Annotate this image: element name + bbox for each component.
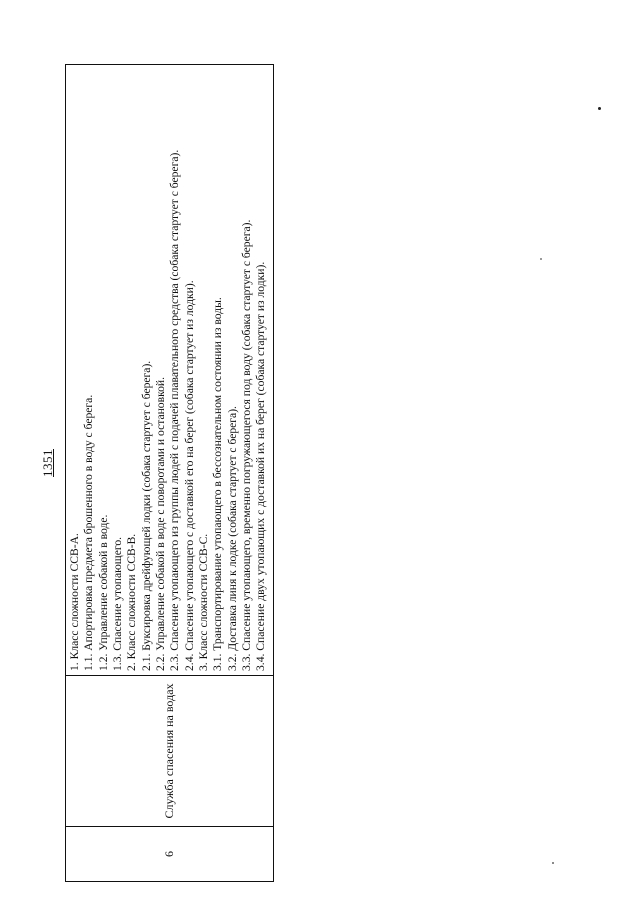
- list-item: 2.1. Буксировка дрейфующей лодки (собака стартует с берега).: [139, 360, 153, 671]
- list-item: 3.3. Спасение утопающего, временно погружающегося под воду (собака стартует с берега).: [240, 219, 254, 671]
- scan-speck: [598, 107, 601, 110]
- list-item: 1.1. Апортировка предмета брошенного в воду с берега.: [82, 394, 96, 671]
- row-number-cell: [66, 827, 274, 882]
- page-number: 1351: [40, 449, 55, 477]
- requirements-table: [65, 64, 274, 882]
- list-item: 2. Класс сложности ССВ-В.: [125, 533, 139, 671]
- list-item: 1. Класс сложности ССВ-А.: [68, 533, 81, 671]
- list-item: 2.4. Спасение утопающего с доставкой его на берег (собака стартует из лодки).: [182, 280, 196, 671]
- list-item: 2.2. Управление собакой в воде с поворотами и остановкой.: [154, 376, 168, 671]
- list-item: 3.1. Транспортирование утопающего в бессознательном состоянии из воды.: [211, 297, 225, 671]
- items-cell: [66, 65, 274, 676]
- service-name-cell: [66, 676, 274, 827]
- rotated-page: [40, 62, 420, 882]
- list-item: 3. Класс сложности ССВ-С.: [197, 533, 211, 671]
- row-number: 6: [162, 851, 177, 857]
- scan-speck: [540, 258, 542, 260]
- table-row: [66, 65, 274, 882]
- list-item: 3.2. Доставка линя к лодке (собака стартует с берега).: [225, 406, 239, 671]
- list-item: 2.3. Спасение утопающего из группы людей с подачей плавательного средства (собака стартует с берега).: [168, 149, 182, 671]
- list-item: 3.4. Спасение двух утопающих с доставкой их на берег (собака стартует из лодки).: [254, 261, 268, 671]
- service-name: Служба спасения на водах: [161, 683, 176, 819]
- list-item: 1.3. Спасение утопающего.: [111, 536, 125, 671]
- scan-speck: [552, 862, 554, 864]
- list-item: 1.2. Управление собакой в воде.: [96, 514, 110, 671]
